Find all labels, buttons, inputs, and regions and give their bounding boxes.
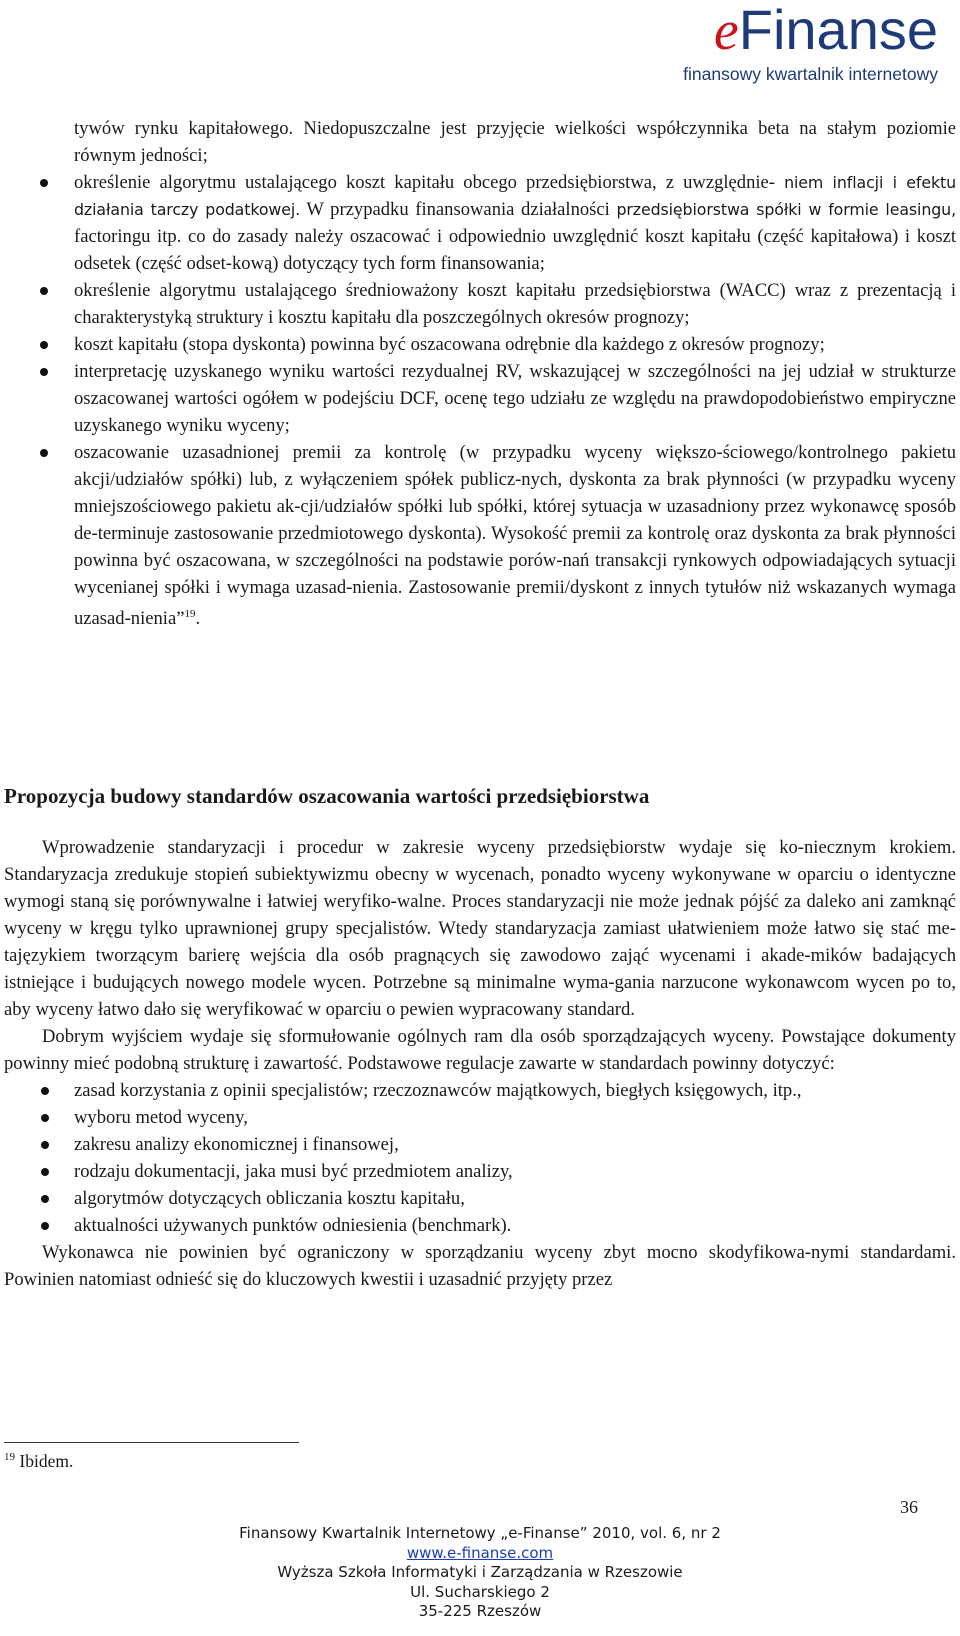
bullet-icon [40, 341, 48, 349]
page-number: 36 [900, 1497, 918, 1517]
paragraph: Wprowadzenie standaryzacji i procedur w zakresie wyceny przedsiębiorstw wydaje się ko-niecznym krokiem. Standaryzacja zredukuje stopień subiektywizmu obecny w wycenach, ponadto wyceny wykonywane w oparciu o identyczne wymogi staną się porównywalne i łatwiej weryfiko-walne. Proces standaryzacji nie może jednak pójść za daleko ani zamknąć wyceny w kręgu tylko uprawnionej grupy specjalistów. Wtedy standaryzacja zamiast ułatwieniem może łatwo się stać me-tajęzykiem tworzącym barierę wejścia dla osób pragnących się zawodowo zająć wycenami i akade-mików badających istniejące i budujących nowego modele wycen. Potrzebne są minimalne wyma-gania narzucone wykonawcom wycen po to, aby wyceny łatwo dało się weryfikować w oparciu o pewien wypracowany standard. [4, 837, 956, 1020]
paragraph: Wykonawca nie powinien być ograniczony w sporządzaniu wyceny zbyt mocno skodyfikowa-nymi standardami. Powinien natomiast odnieść się do kluczowych kwestii i uzasadnić przyjęty przez [4, 1242, 956, 1290]
paragraph: Dobrym wyjściem wydaje się sformułowanie ogólnych ram dla osób sporządzających wyceny. Powstające dokumenty powinny mieć podobną strukturę i zawartość. Podstawowe regulacje zawarte w standardach powinny dotyczyć: [4, 1026, 956, 1074]
bullet-icon [40, 449, 48, 457]
bullet-icon [40, 368, 48, 376]
list-item: wyboru metod wyceny, [74, 1104, 956, 1131]
list-item: oszacowanie uzasadnionej premii za kontrolę (w przypadku wyceny większo-ściowego/kontrolnego pakietu akcji/udziałów spółki) lub, z wyłączeniem spółek publicz-nych, dyskonta za brak płynności (w przypadku wyceny mniejszościowego pakietu ak-cji/udziałów spółki lub spółki, której sytuacja w uzasadniony przez wykonawcę sposób de-terminuje zastosowanie przedmiotowego dyskonta). Wysokość premii za kontrolę oraz dyskonta za brak płynności powinna być oszacowana, w szczególności na podstawie porów-nań transakcji rynkowych odpowiadających sytuacji wycenianej spółki i wymaga uzasad-nienia. Zastosowanie premii/dyskont z innych tytułów niż wskazanych wymaga uzasad-nienia”$^{19}$. [74, 439, 956, 632]
list-item: określenie algorytmu ustalającego średnioważony koszt kapitału przedsiębiorstwa (WACC) wraz z prezentacją i charakterystyką struktury i kosztu kapitału dla poszczególnych okresów prognozy; [74, 277, 956, 331]
list-item: zakresu analizy ekonomicznej i finansowej, [74, 1131, 956, 1158]
list-item: określenie algorytmu ustalającego koszt kapitału obcego przedsiębiorstwa, z uwzględnie- niem inflacji i efektu działania tarczy podatkowej. W przypadku finansowania działalności przedsiębiorstwa spółki w formie leasingu, factoringu itp. co do zasady należy oszacować i odpowiednio uwzględnić koszt kapitału (część kapitałowa) i koszt odsetek (część odset-kową) dotyczący tych form finansowania; [74, 169, 956, 277]
bullet-icon [41, 1168, 49, 1176]
footer-journal: Finansowy Kwartalnik Internetowy „e-Finanse” 2010, vol. 6, nr 2 [239, 1524, 721, 1542]
section-heading: Propozycja budowy standardów oszacowania wartości przedsiębiorstwa [4, 784, 650, 808]
page-footer [0, 1524, 960, 1622]
list-item: rodzaju dokumentacji, jaka musi być przedmiotem analizy, [74, 1158, 956, 1185]
logo-subtitle: finansowy kwartalnik internetowy [683, 64, 938, 84]
footnote-divider [4, 1442, 299, 1443]
bullet-icon [40, 287, 48, 295]
footer-street: Ul. Sucharskiego 2 [410, 1582, 550, 1601]
standards-list [74, 1077, 956, 1239]
bullet-icon [40, 179, 48, 187]
footnote-text: Ibidem. [15, 1451, 74, 1471]
list-item: zasad korzystania z opinii specjalistów; rzeczoznawców majątkowych, biegłych księgowych, itp., [74, 1077, 956, 1104]
bullet-icon [41, 1195, 49, 1203]
bullet-icon [41, 1087, 49, 1095]
efinanse-logo [638, 0, 938, 88]
footer-institution: Wyższa Szkoła Informatyki i Zarządzania w Rzeszowie [277, 1563, 683, 1581]
logo-e: e [713, 0, 739, 62]
requirements-list [74, 169, 956, 632]
continued-paragraph: tywów rynku kapitałowego. Niedopuszczalne jest przyjęcie wielkości współczynnika beta na stałym poziomie równym jedności; [74, 118, 956, 166]
body-block-1 [74, 115, 956, 632]
bullet-icon [41, 1222, 49, 1230]
footnote [4, 1451, 73, 1472]
list-item: aktualności używanych punktów odniesienia (benchmark). [74, 1212, 956, 1239]
bullet-icon [41, 1141, 49, 1149]
list-item: interpretację uzyskanego wyniku wartości rezydualnej RV, wskazującej w szczególności na jej udział w strukturze oszacowanej wartości ogółem w podejściu DCF, ocenę tego udziału ze względu na prawdopodobieństwo empiryczne uzyskanego wyniku wyceny; [74, 358, 956, 439]
footer-city: 35-225 Rzeszów [418, 1602, 542, 1620]
footnote-ref: 19 [184, 608, 196, 620]
list-item: koszt kapitału (stopa dyskonta) powinna być oszacowana odrębnie dla każdego z okresów prognozy; [74, 331, 956, 358]
list-item: algorytmów dotyczących obliczania kosztu kapitału, [74, 1185, 956, 1212]
footnote-number: 19 [4, 1451, 15, 1464]
bullet-icon [41, 1114, 49, 1122]
logo-brand: Finanse [738, 0, 938, 61]
body-block-2 [4, 834, 956, 1293]
logo-wordmark [713, 0, 938, 62]
footer-website-link[interactable]: www.e-finanse.com [406, 1543, 554, 1562]
